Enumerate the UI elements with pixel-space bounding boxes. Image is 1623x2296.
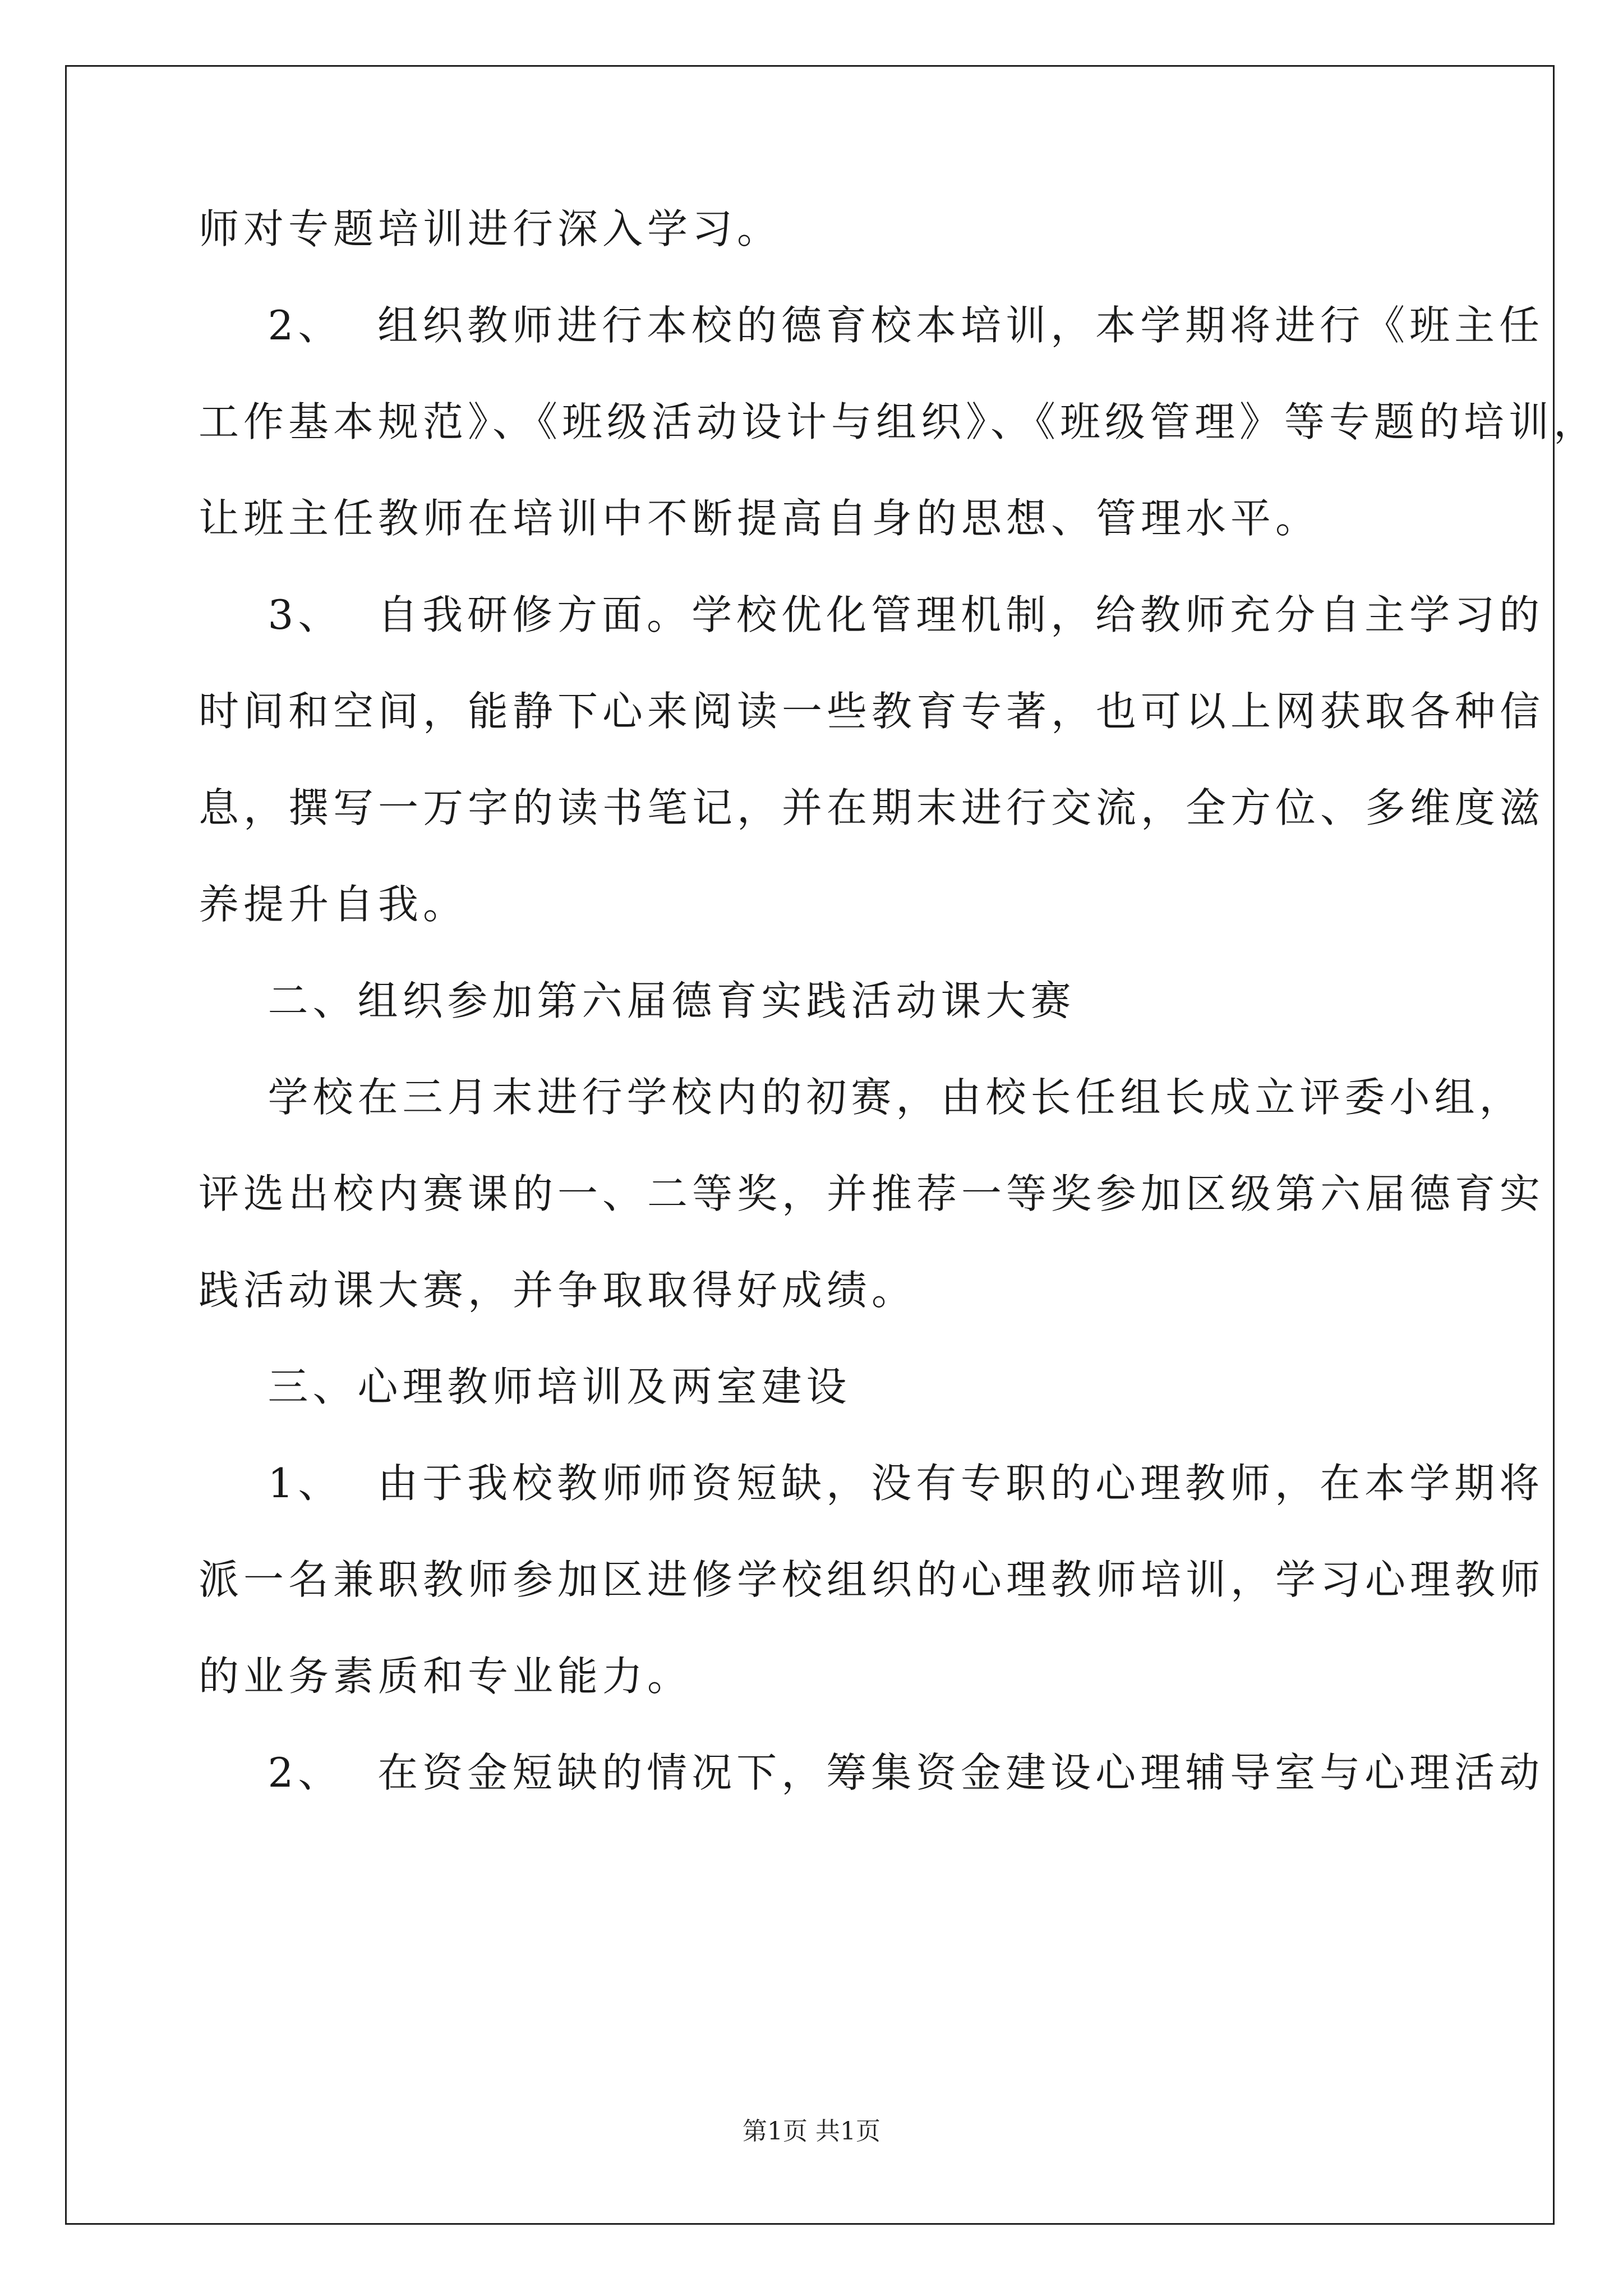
text-line: 践活动课大赛，并争取取得好成绩。 bbox=[199, 1267, 917, 1314]
text-line: 让班主任教师在培训中不断提高自身的思想、管理水平。 bbox=[199, 495, 1321, 542]
section-heading: 三、心理教师培训及两室建设 bbox=[199, 1363, 851, 1410]
text-line: 2、 在资金短缺的情况下，筹集资金建设心理辅导室与心理活动 bbox=[199, 1749, 1544, 1796]
text-line: 息，撰写一万字的读书笔记，并在期末进行交流，全方位、多维度滋 bbox=[199, 784, 1545, 831]
text-line: 学校在三月末进行学校内的初赛，由校长任组长成立评委小组， bbox=[199, 1074, 1524, 1121]
text-line: 3、 自我研修方面。学校优化管理机制，给教师充分自主学习的 bbox=[199, 591, 1544, 638]
text-line: 评选出校内赛课的一、二等奖，并推荐一等奖参加区级第六届德育实 bbox=[199, 1170, 1545, 1217]
text-line: 时间和空间，能静下心来阅读一些教育专著，也可以上网获取各种信 bbox=[199, 688, 1545, 735]
text-line: 1、 由于我校教师师资短缺，没有专职的心理教师，在本学期将 bbox=[199, 1460, 1544, 1507]
page-footer: 第1页 共1页 bbox=[743, 2117, 880, 2146]
text-line: 派一名兼职教师参加区进修学校组织的心理教师培训，学习心理教师 bbox=[199, 1556, 1545, 1603]
text-line: 工作基本规范》、《班级活动设计与组织》、《班级管理》等专题的培训， bbox=[199, 398, 1599, 445]
text-line: 2、 组织教师进行本校的德育校本培训，本学期将进行《班主任 bbox=[199, 302, 1544, 349]
text-line: 的业务素质和专业能力。 bbox=[199, 1653, 693, 1700]
page-border bbox=[65, 65, 1555, 2225]
text-line: 养提升自我。 bbox=[199, 881, 468, 928]
text-line: 师对专题培训进行深入学习。 bbox=[199, 205, 782, 252]
section-heading: 二、组织参加第六届德育实践活动课大赛 bbox=[199, 977, 1076, 1024]
